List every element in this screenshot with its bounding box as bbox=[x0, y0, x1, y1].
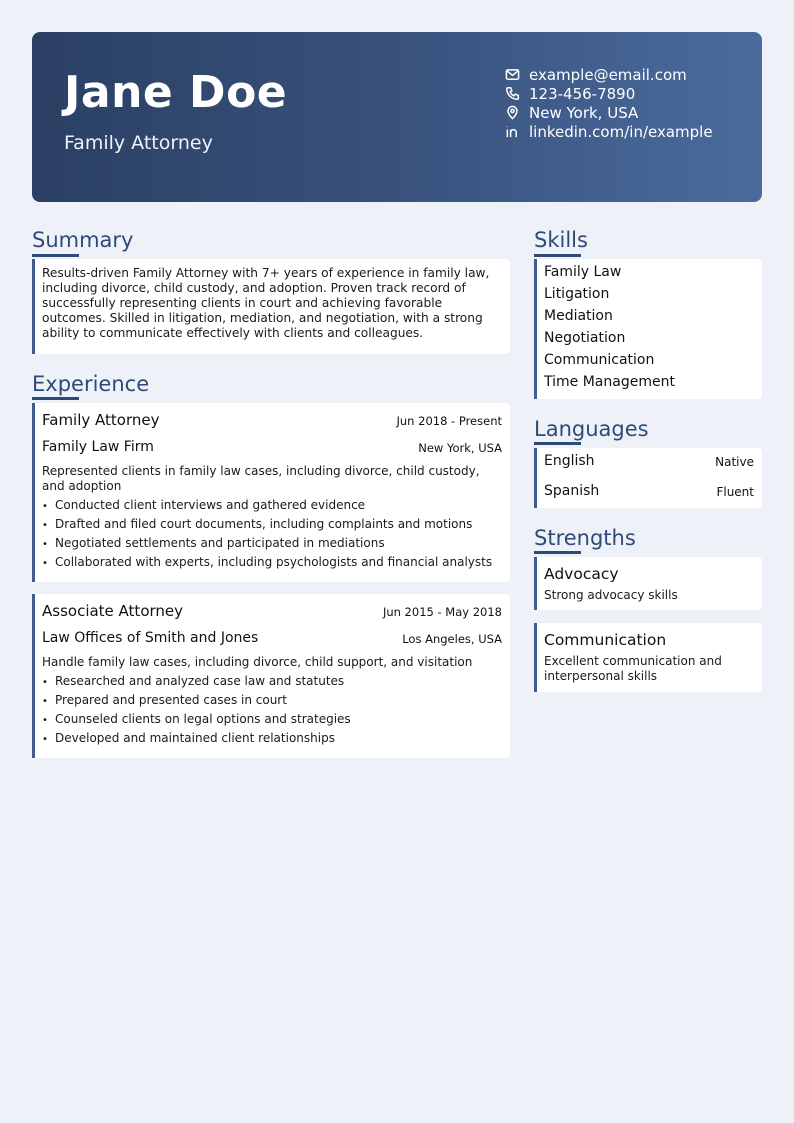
job-bullet: • Prepared and presented cases in court bbox=[42, 691, 507, 710]
job-title: Associate Attorney bbox=[42, 602, 184, 620]
languages-underline bbox=[534, 442, 581, 445]
contact-email-text: example@email.com bbox=[529, 65, 687, 84]
skill-item: Mediation bbox=[544, 308, 613, 324]
candidate-role: Family Attorney bbox=[64, 132, 213, 154]
job-company: Family Law Firm bbox=[42, 439, 154, 455]
languages-heading: Languages bbox=[534, 417, 649, 441]
job-bullet: • Collaborated with experts, including psychologists and financial analysts bbox=[42, 553, 507, 572]
skills-heading: Skills bbox=[534, 228, 588, 252]
job-bullet: • Conducted client interviews and gathered evidence bbox=[42, 496, 507, 515]
language-level: Fluent bbox=[716, 485, 754, 499]
language-row bbox=[537, 448, 762, 478]
skill-item: Negotiation bbox=[544, 330, 626, 346]
job-date: Jun 2015 - May 2018 bbox=[382, 605, 502, 619]
summary-card bbox=[32, 259, 510, 354]
contact-list bbox=[504, 65, 713, 141]
strengths-heading: Strengths bbox=[534, 526, 636, 550]
language-level: Native bbox=[715, 455, 754, 469]
languages-card bbox=[534, 448, 762, 508]
job-bullet: • Negotiated settlements and participated in mediations bbox=[42, 534, 507, 553]
contact-phone-text: 123-456-7890 bbox=[529, 84, 636, 103]
contact-linkedin[interactable] bbox=[504, 122, 713, 141]
job-location: New York, USA bbox=[418, 441, 502, 455]
summary-text: Results-driven Family Attorney with 7+ years of experience in family law, including divorce, child custody, and adoption. Proven track record of successfully representing clients in court and achieving favorable outcomes. Skilled in litigation, mediation, and negotiation, with a strong ability to communicate effectively with clients and colleagues. bbox=[42, 266, 490, 340]
strengths-underline bbox=[534, 551, 581, 554]
strength-card bbox=[534, 557, 762, 610]
job-title: Family Attorney bbox=[42, 411, 160, 429]
summary-underline bbox=[32, 254, 79, 257]
job-bullet: • Drafted and filed court documents, including complaints and motions bbox=[42, 515, 507, 534]
job-bullet: • Counseled clients on legal options and strategies bbox=[42, 710, 507, 729]
contact-email[interactable] bbox=[504, 65, 713, 84]
experience-heading: Experience bbox=[32, 372, 150, 396]
job-bullet: • Developed and maintained client relationships bbox=[42, 729, 507, 748]
experience-underline bbox=[32, 397, 79, 400]
mail-icon bbox=[504, 66, 521, 83]
contact-location bbox=[504, 103, 713, 122]
language-name: English bbox=[544, 453, 595, 469]
location-pin-icon bbox=[504, 104, 521, 121]
job-description: Handle family law cases, including divorce, child support, and visitation bbox=[42, 655, 473, 669]
skills-underline bbox=[534, 254, 581, 257]
skill-item: Communication bbox=[544, 352, 655, 368]
job-bullet: • Researched and analyzed case law and statutes bbox=[42, 672, 507, 691]
job-bullets bbox=[42, 672, 507, 748]
skill-item: Litigation bbox=[544, 286, 610, 302]
strength-description: Strong advocacy skills bbox=[544, 588, 678, 602]
contact-location-text: New York, USA bbox=[529, 103, 639, 122]
job-date: Jun 2018 - Present bbox=[396, 414, 502, 428]
language-name: Spanish bbox=[544, 483, 600, 499]
strength-description: Excellent communication and interpersonal skills bbox=[544, 654, 722, 683]
skills-card bbox=[534, 259, 762, 399]
job-bullets bbox=[42, 496, 507, 572]
linkedin-icon bbox=[504, 123, 521, 140]
contact-linkedin-text: linkedin.com/in/example bbox=[529, 122, 713, 141]
language-row bbox=[537, 478, 762, 508]
job-location: Los Angeles, USA bbox=[402, 632, 502, 646]
skill-item: Family Law bbox=[544, 264, 622, 280]
summary-heading: Summary bbox=[32, 228, 134, 252]
contact-phone[interactable] bbox=[504, 84, 713, 103]
strength-card bbox=[534, 623, 762, 692]
resume-header bbox=[32, 32, 762, 202]
strength-title: Advocacy bbox=[544, 565, 619, 583]
experience-item bbox=[32, 594, 510, 758]
strength-title: Communication bbox=[544, 631, 667, 649]
candidate-name: Jane Doe bbox=[64, 67, 288, 118]
job-company: Law Offices of Smith and Jones bbox=[42, 630, 259, 646]
skill-item: Time Management bbox=[544, 374, 675, 390]
job-description: Represented clients in family law cases, including divorce, child custody, and adoption bbox=[42, 464, 480, 493]
phone-icon bbox=[504, 85, 521, 102]
experience-item bbox=[32, 403, 510, 582]
